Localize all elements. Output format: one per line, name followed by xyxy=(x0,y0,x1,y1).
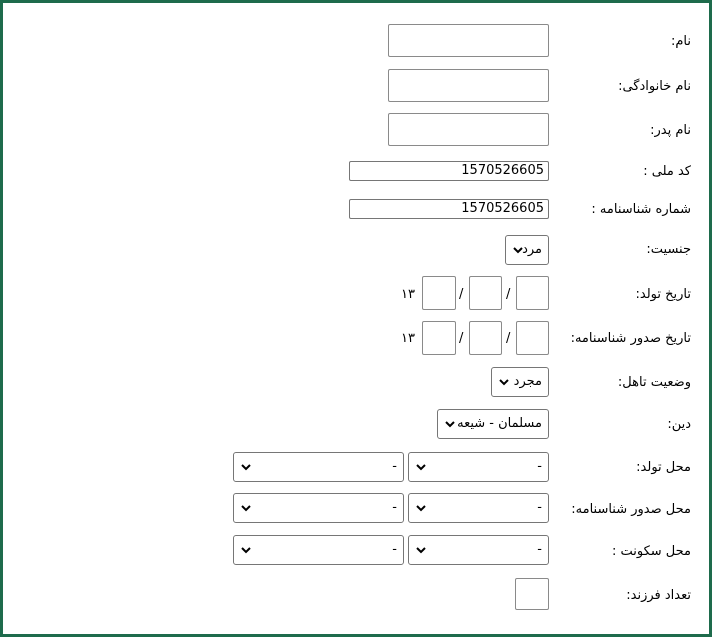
birth-date-separator: / xyxy=(459,287,464,302)
birth-place-city-select[interactable] xyxy=(233,452,404,482)
father-name-input[interactable] xyxy=(388,113,549,146)
gender-selected: مرد xyxy=(522,242,542,257)
birth-place-province-select[interactable] xyxy=(408,452,549,482)
gender-label: جنسیت: xyxy=(646,242,691,257)
issue-date-separator: / xyxy=(459,331,464,346)
chevron-down-icon xyxy=(240,461,252,473)
residence-place-province-select[interactable] xyxy=(408,535,549,565)
id-number-label: شماره شناسنامه : xyxy=(591,202,691,217)
chevron-down-icon xyxy=(240,502,252,514)
residence-place-city-selected: - xyxy=(392,542,397,557)
marital-status-selected: مجرد xyxy=(513,374,542,389)
issue-place-province-selected: - xyxy=(537,500,542,515)
birth-year-prefix: ۱۳ xyxy=(401,287,415,302)
father-name-label: نام پدر: xyxy=(650,123,691,138)
birth-year-input[interactable] xyxy=(422,276,456,310)
residence-place-label: محل سکونت : xyxy=(611,544,691,559)
issue-date-label: تاریخ صدور شناسنامه: xyxy=(570,331,691,346)
chevron-down-icon xyxy=(415,502,427,514)
chevron-down-icon xyxy=(415,544,427,556)
id-number-input[interactable]: 1570526605 xyxy=(349,199,549,219)
issue-year-prefix: ۱۳ xyxy=(401,331,415,346)
birth-day-input[interactable] xyxy=(516,276,549,310)
marital-status-label: وضعیت تاهل: xyxy=(617,375,691,390)
birth-place-city-selected: - xyxy=(392,459,397,474)
national-code-input[interactable]: 1570526605 xyxy=(349,161,549,181)
issue-day-input[interactable] xyxy=(516,321,549,355)
national-code-label: کد ملی : xyxy=(643,164,691,179)
chevron-down-icon xyxy=(498,376,510,388)
religion-select[interactable] xyxy=(437,409,549,439)
chevron-down-icon xyxy=(415,461,427,473)
birth-place-label: محل تولد: xyxy=(636,460,691,475)
children-count-input[interactable] xyxy=(515,578,549,610)
gender-select[interactable] xyxy=(505,235,549,265)
issue-place-city-select[interactable] xyxy=(233,493,404,523)
birth-date-separator: / xyxy=(506,287,511,302)
issue-month-input[interactable] xyxy=(469,321,502,355)
chevron-down-icon xyxy=(512,244,524,256)
birth-date-label: تاریخ تولد: xyxy=(635,287,691,302)
issue-year-input[interactable] xyxy=(422,321,456,355)
chevron-down-icon xyxy=(240,544,252,556)
last-name-input[interactable] xyxy=(388,69,549,102)
religion-selected: مسلمان - شیعه xyxy=(457,416,542,431)
issue-place-label: محل صدور شناسنامه: xyxy=(571,502,691,517)
last-name-label: نام خانوادگی: xyxy=(618,79,691,94)
birth-month-input[interactable] xyxy=(469,276,502,310)
first-name-label: نام: xyxy=(670,34,691,49)
chevron-down-icon xyxy=(444,418,456,430)
residence-place-province-selected: - xyxy=(537,542,542,557)
religion-label: دین: xyxy=(667,417,691,432)
residence-place-city-select[interactable] xyxy=(233,535,404,565)
children-count-label: تعداد فرزند: xyxy=(626,588,691,603)
issue-date-separator: / xyxy=(506,331,511,346)
marital-status-select[interactable] xyxy=(491,367,549,397)
first-name-input[interactable] xyxy=(388,24,549,57)
issue-place-city-selected: - xyxy=(392,500,397,515)
birth-place-province-selected: - xyxy=(537,459,542,474)
issue-place-province-select[interactable] xyxy=(408,493,549,523)
